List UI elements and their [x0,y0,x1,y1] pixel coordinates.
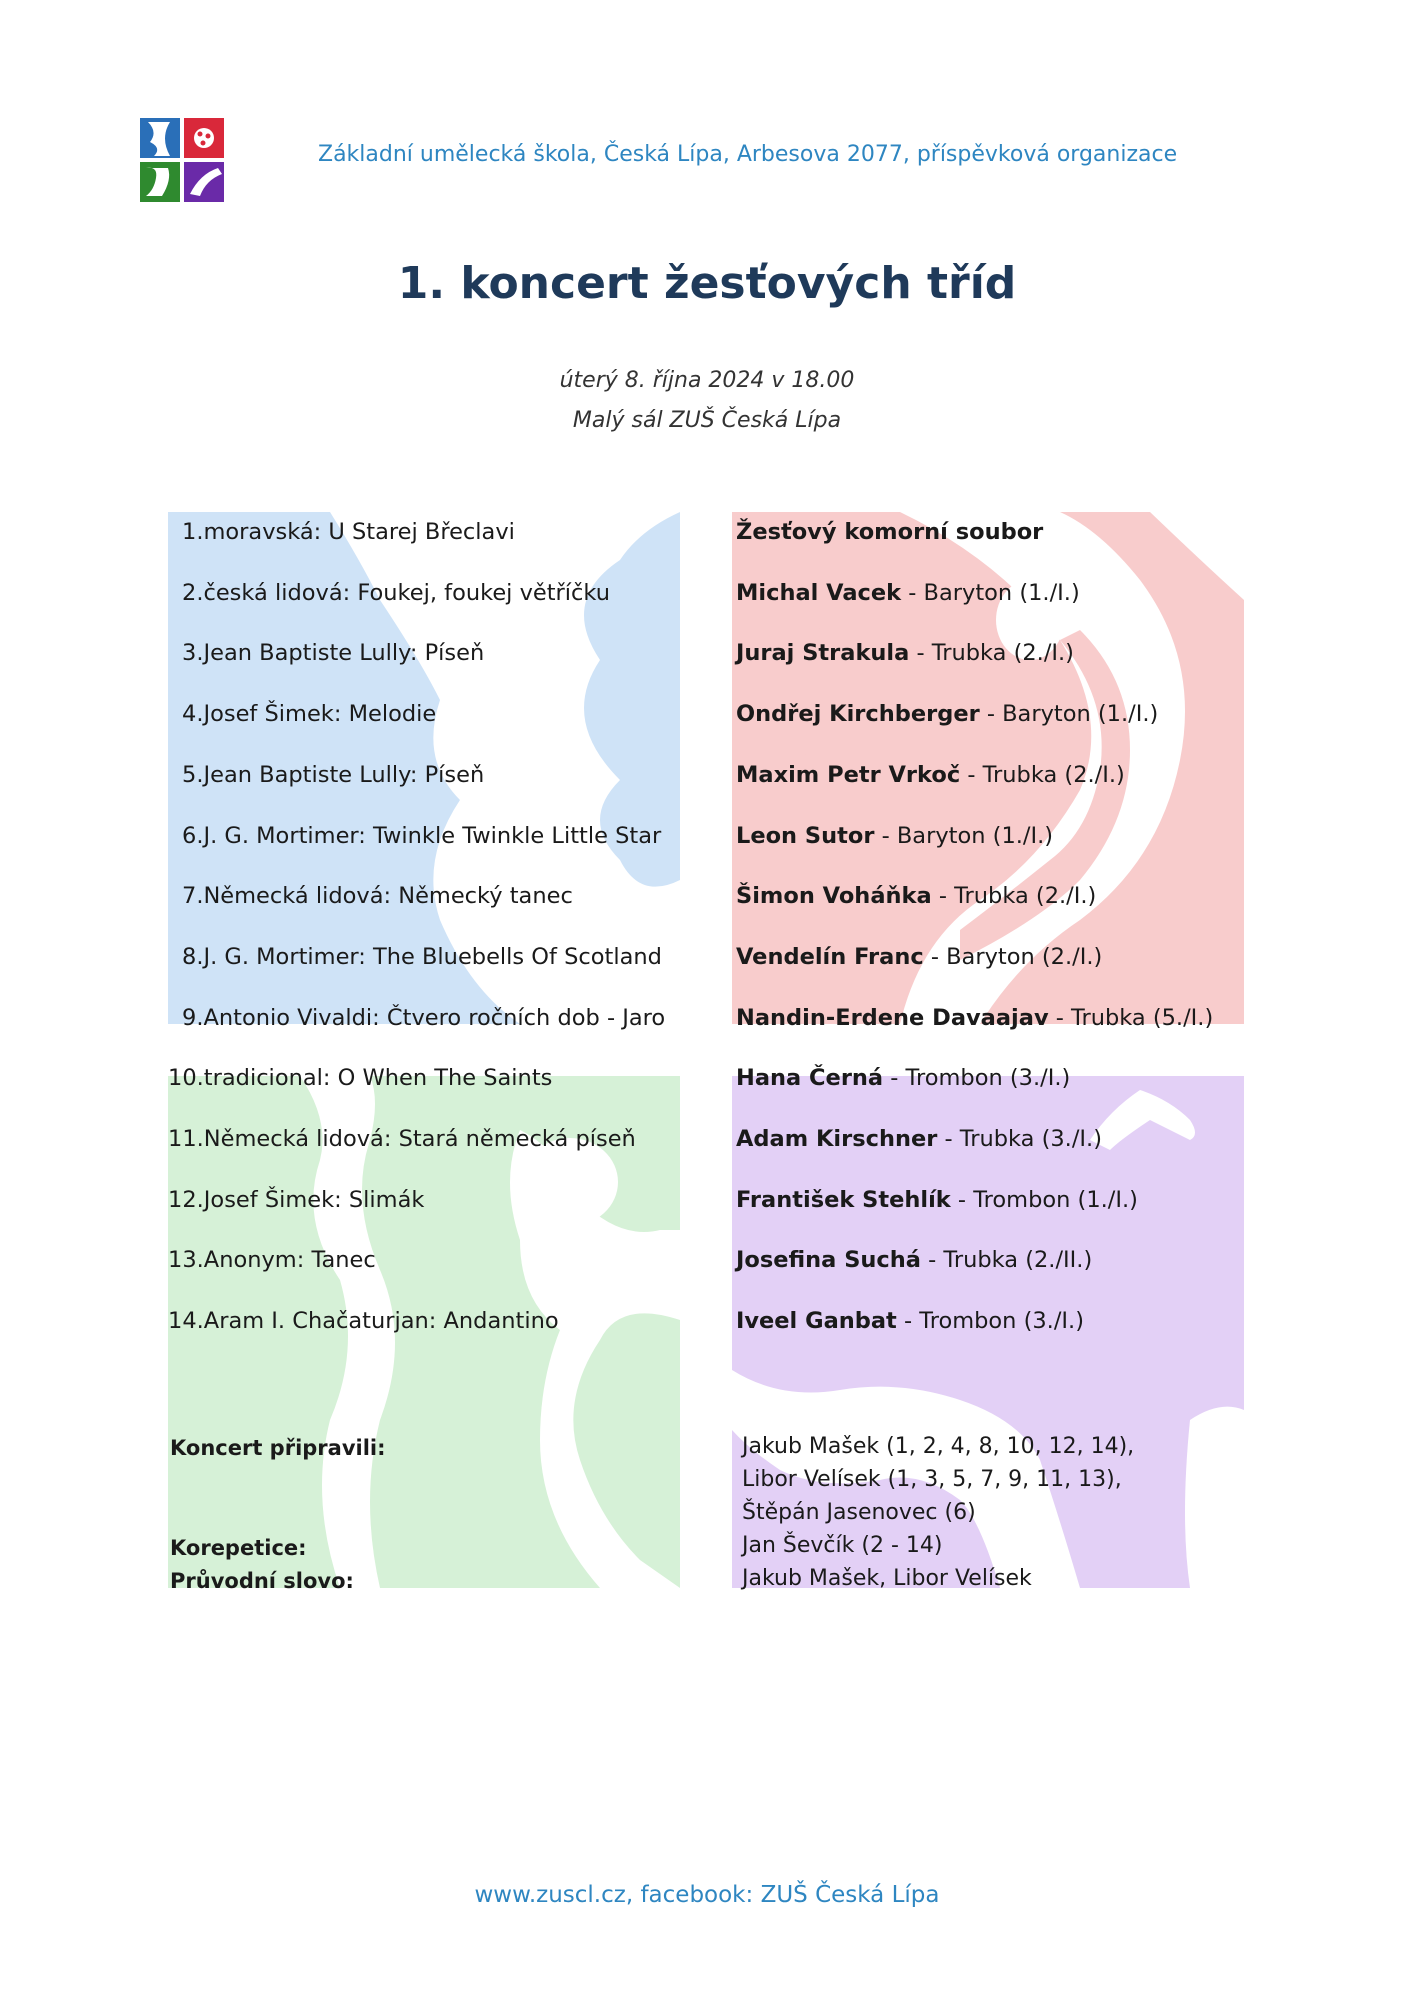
prepared-by-label: Koncert připravili: [170,1436,386,1460]
page-title: 1. koncert žesťových tříd [397,258,1017,309]
program-item [182,761,484,789]
program-item [182,700,436,728]
program-item-title: tradicional: O When The Saints [203,1065,553,1091]
program-item-number: 13. [168,1247,204,1273]
performer-item [736,822,1053,850]
prepared-by-line-1: Jakub Mašek (1, 2, 4, 8, 10, 12, 14), [742,1434,1135,1459]
program-item-title: J. G. Mortimer: The Bluebells Of Scotland [203,944,662,970]
performer-name: Ondřej Kirchberger [736,701,980,727]
program-item-number: 1. [182,519,204,545]
narration-label: Průvodní slovo: [170,1569,354,1593]
program-item-number: 11. [168,1126,204,1152]
program-item-title: Německá lidová: Stará německá píseň [203,1126,636,1152]
program-item-title: Josef Šimek: Melodie [203,701,437,727]
program-item [182,1004,665,1032]
program-item [168,1246,376,1274]
program-item-title: moravská: U Starej Břeclavi [203,519,515,545]
performer-instrument: - Trubka (3./I.) [937,1126,1102,1152]
performer-name: Hana Černá [736,1065,884,1091]
performer-instrument: - Trombon (3./I.) [896,1308,1084,1334]
performer-instrument: - Baryton (1./I.) [874,823,1054,849]
accompaniment-value: Jan Ševčík (2 - 14) [742,1533,943,1558]
program-item-number: 5. [182,762,204,788]
program-item [168,1125,636,1153]
performer-item [736,639,1074,667]
program-item-title: Jean Baptiste Lully: Píseň [203,762,485,788]
program-item [182,943,662,971]
performer-item [736,1246,1092,1274]
performer-item [736,943,1102,971]
concert-venue: Malý sál ZUŠ Česká Lípa [572,408,842,433]
performer-item [736,579,1080,607]
program-item [168,1064,552,1092]
performer-item [736,1125,1102,1153]
program-item-title: Německá lidová: Německý tanec [203,883,573,909]
program-item-title: Jean Baptiste Lully: Píseň [203,640,485,666]
performer-instrument: - Baryton (1./I.) [979,701,1159,727]
performer-item [736,700,1158,728]
prepared-by-line-2: Libor Velísek (1, 3, 5, 7, 9, 11, 13), [742,1467,1122,1492]
accompaniment-label: Korepetice: [170,1536,307,1560]
performer-instrument: - Baryton (2./I.) [923,944,1103,970]
performer-name: Adam Kirschner [736,1126,938,1152]
program-item-number: 3. [182,640,204,666]
performer-name: Leon Sutor [736,823,875,849]
performer-item [736,1186,1138,1214]
performer-name: Vendelín Franc [736,944,924,970]
performer-name: František Stehlík [736,1187,951,1213]
program-item [182,822,661,850]
performer-name: Iveel Ganbat [736,1308,897,1334]
performer-name: Maxim Petr Vrkoč [736,762,961,788]
narration-value: Jakub Mašek, Libor Velísek [742,1566,1032,1591]
organization-name: Základní umělecká škola, Česká Lípa, Arbesova 2077, příspěvková organizace [318,142,1178,167]
performer-instrument: - Baryton (1./I.) [901,580,1080,606]
prepared-by-line-3: Štěpán Jasenovec (6) [742,1500,976,1525]
program-item [182,882,573,910]
program-item-title: Josef Šimek: Slimák [203,1187,425,1213]
program-item-title: J. G. Mortimer: Twinkle Twinkle Little Star [203,823,662,849]
program-item-number: 8. [182,944,204,970]
performer-item [736,882,1096,910]
program-item [182,639,484,667]
program-item-title: česká lidová: Foukej, foukej větříčku [203,580,611,606]
performer-instrument: - Trubka (2./II.) [920,1247,1093,1273]
program-item-title: Anonym: Tanec [203,1247,376,1273]
performer-instrument: - Trombon (3./I.) [883,1065,1071,1091]
program-item-number: 10. [168,1065,204,1091]
performer-instrument: - Trubka (5./I.) [1048,1005,1214,1031]
performer-item [736,1064,1070,1092]
program-item-number: 14. [168,1308,204,1334]
program-item [182,518,515,546]
program-item [182,579,610,607]
performer-item [736,761,1125,789]
program-item [168,1186,424,1214]
performer-item [736,518,1043,546]
program-item-number: 2. [182,580,204,606]
performer-name: Nandin-Erdene Davaajav [736,1005,1049,1031]
program-item [168,1307,559,1335]
footer-contact: www.zuscl.cz, facebook: ZUŠ Česká Lípa [474,1882,940,1908]
performer-instrument: - Trubka (2./I.) [909,640,1074,666]
program-item-number: 7. [182,883,204,909]
performer-item [736,1307,1084,1335]
performer-instrument: - Trombon (1./I.) [950,1187,1138,1213]
program-item-number: 9. [182,1005,204,1031]
program-item-number: 12. [168,1187,204,1213]
program-item-number: 6. [182,823,204,849]
performer-name: Žesťový komorní soubor [736,519,1044,545]
performer-instrument: - Trubka (2./I.) [931,883,1097,909]
program-item-title: Aram I. Chačaturjan: Andantino [203,1308,559,1334]
concert-date: úterý 8. října 2024 v 18.00 [559,368,855,393]
performer-name: Michal Vacek [736,580,902,606]
performer-name: Josefina Suchá [736,1247,921,1273]
program-item-number: 4. [182,701,204,727]
performer-instrument: - Trubka (2./I.) [960,762,1125,788]
performer-item [736,1004,1213,1032]
performer-name: Šimon Voháňka [736,883,932,909]
performer-name: Juraj Strakula [736,640,910,666]
program-item-title: Antonio Vivaldi: Čtvero ročních dob - Jaro [203,1005,666,1031]
